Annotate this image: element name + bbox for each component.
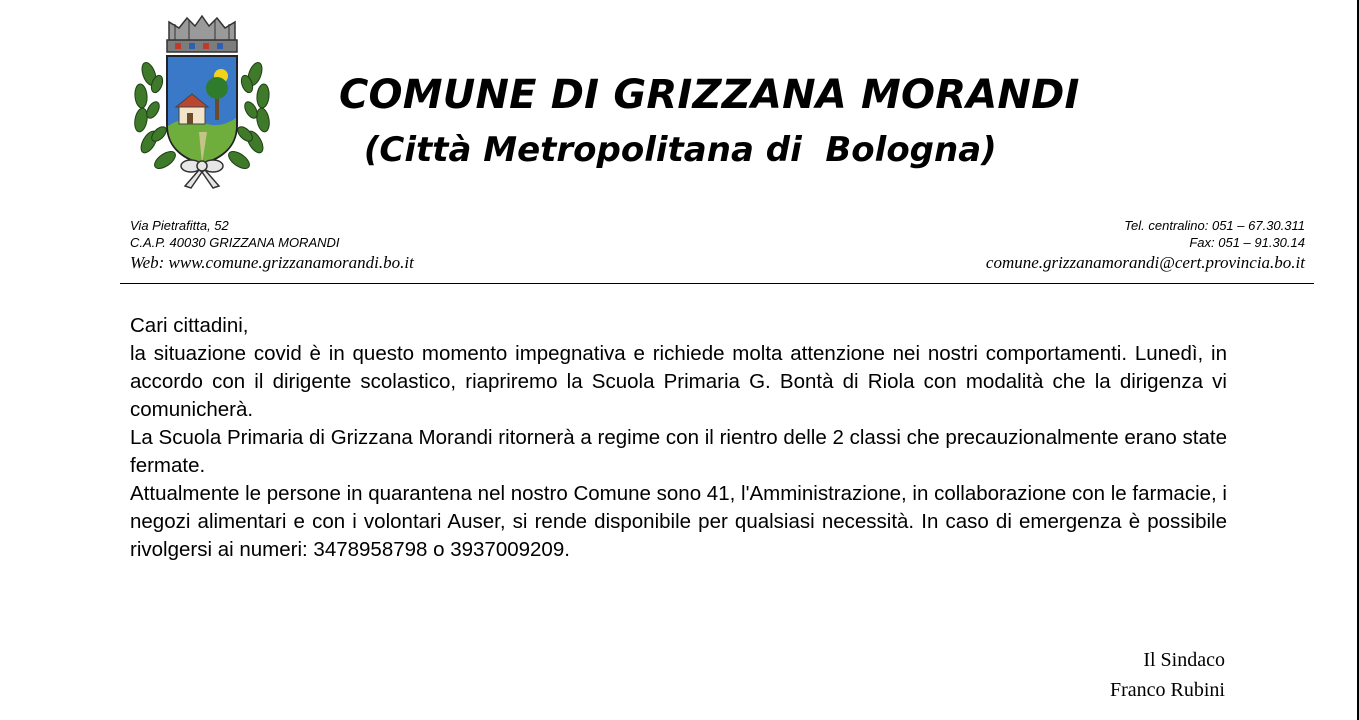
- fax-number: Fax: 051 – 91.30.14: [1189, 235, 1305, 250]
- header-divider: [120, 283, 1314, 284]
- letter-body: [130, 312, 1227, 564]
- email-link[interactable]: comune.grizzanamorandi@cert.provincia.bo.it: [985, 253, 1305, 272]
- address-postal: C.A.P. 40030 GRIZZANA MORANDI: [130, 235, 340, 250]
- signature-role: Il Sindaco: [1143, 649, 1225, 671]
- website-link[interactable]: Web: www.comune.grizzanamorandi.bo.it: [130, 253, 414, 272]
- crown-icon: [167, 16, 237, 52]
- phone-number: Tel. centralino: 051 – 67.30.311: [1124, 218, 1305, 233]
- municipality-subtitle: (Città Metropolitana di Bologna): [352, 130, 997, 170]
- address-street: Via Pietrafitta, 52: [130, 218, 229, 233]
- letter-paragraph-2: La Scuola Primaria di Grizzana Morandi ritornerà a regime con il rientro delle 2 classi che precauzionalmente erano state fermate.: [130, 426, 1227, 477]
- address-block: [130, 217, 414, 274]
- shield-icon: [167, 56, 237, 164]
- signature-name: Franco Rubini: [1110, 679, 1225, 701]
- ribbon-bow-icon: [181, 160, 223, 188]
- coat-of-arms-icon: [127, 14, 277, 190]
- municipality-title: COMUNE DI GRIZZANA MORANDI: [339, 72, 1080, 118]
- letter-paragraph-1: la situazione covid è in questo momento impegnativa e richiede molta attenzione nei nostri comportamenti. Lunedì, in accordo con il dirigente scolastico, riapriremo la Scuola Primaria G. Bontà di Riola con modalità che la dirigenza vi comunicherà.: [130, 342, 1227, 421]
- contact-block: [986, 217, 1305, 274]
- letter-paragraph-3: Attualmente le persone in quarantena nel nostro Comune sono 41, l'Amministrazione, in collaborazione con le farmacie, i negozi alimentari e con i volontari Auser, si rende disponibile per qualsiasi necessità. In caso di emergenza è possibile rivolgersi ai numeri: 3478958798 o 3937009209.: [130, 482, 1227, 561]
- signature-block: [1110, 645, 1225, 705]
- letter-greeting: Cari cittadini,: [130, 314, 249, 337]
